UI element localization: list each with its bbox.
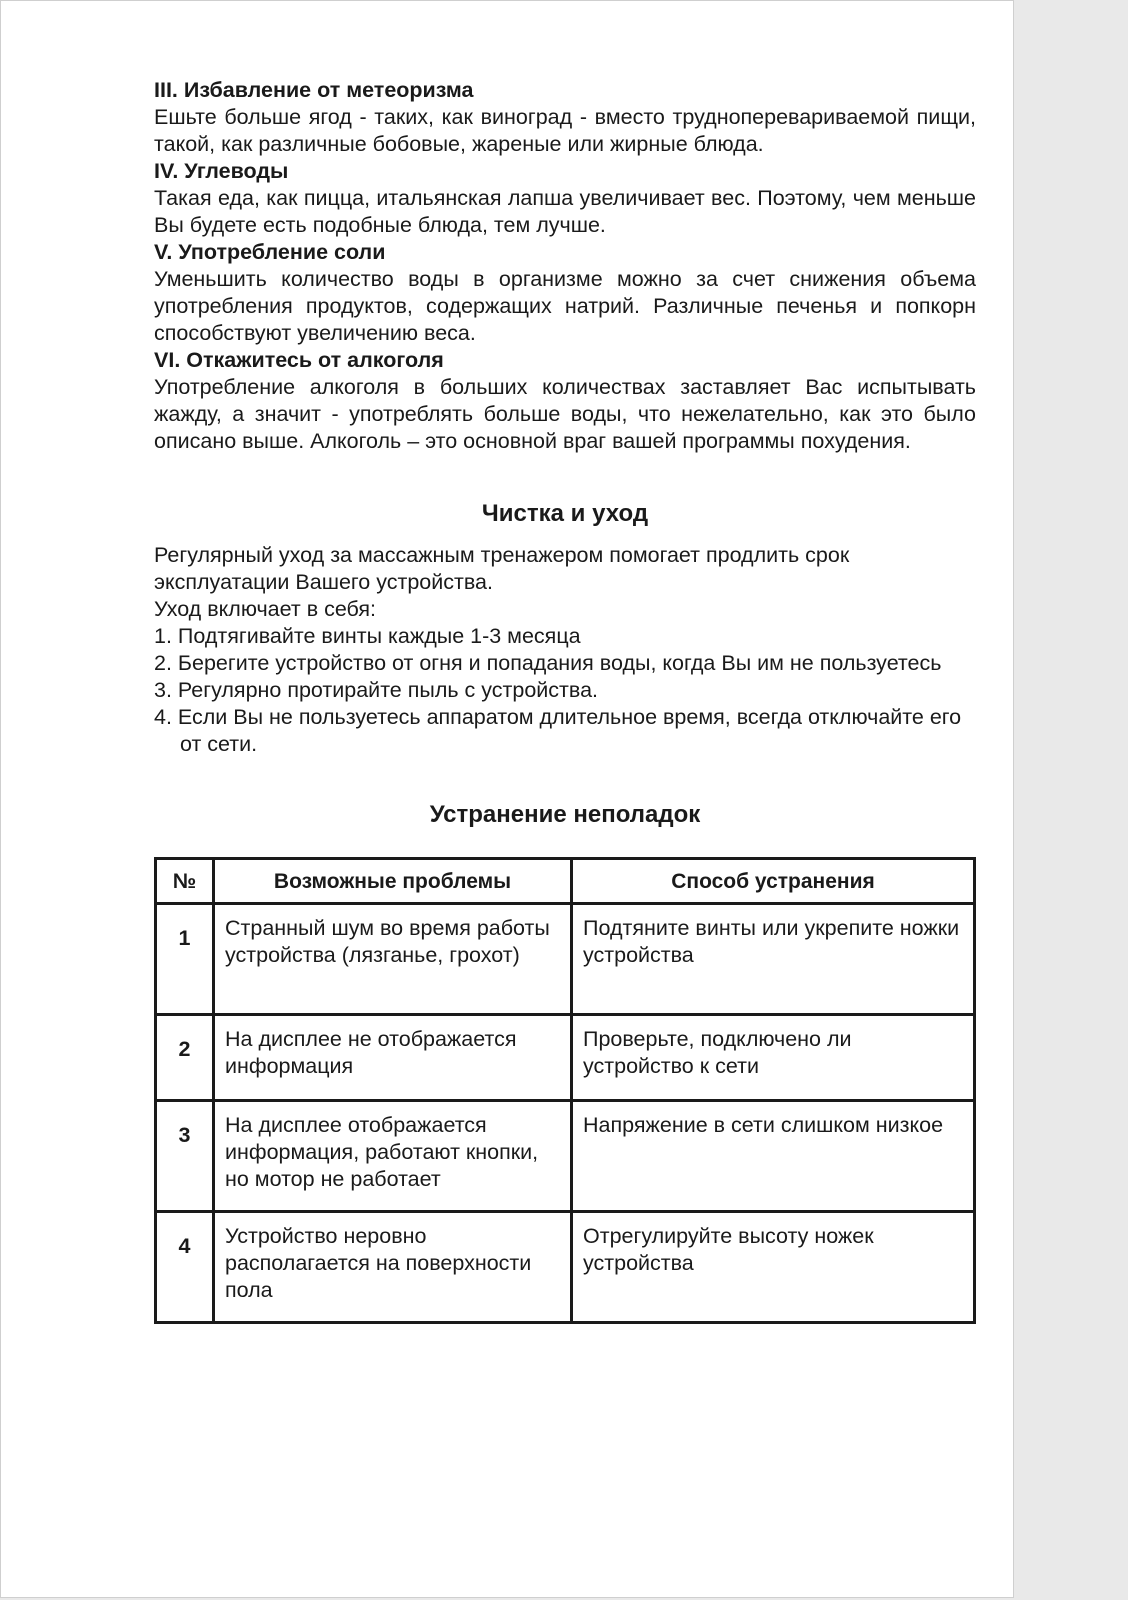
care-list-item: 2. Берегите устройство от огня и попадания воды, когда Вы им не пользуетесь: [154, 651, 942, 675]
table-row: [156, 1212, 975, 1323]
section-heading-carbs: IV. Углеводы: [154, 159, 289, 183]
care-list: [154, 623, 976, 758]
care-list-item: 1. Подтягивайте винты каждые 1-3 месяца: [154, 624, 581, 648]
header-num: №: [156, 859, 214, 904]
table-row: [156, 1015, 975, 1101]
row-solution: Напряжение в сети слишком низкое: [572, 1101, 975, 1212]
section-text-alcohol: Употребление алкоголя в больших количествах заставляет Вас испытывать жажду, а значит - употреблять больше воды, что нежелательно, как это было описано выше. Алкоголь – это основной враг вашей программы похудения.: [154, 375, 976, 453]
section-text-flatulence: Ешьте больше ягод - таких, как виноград - вместо трудноперевариваемой пищи, такой, как различные бобовые, жареные или жирные блюда.: [154, 105, 976, 156]
header-solution: Способ устранения: [572, 859, 975, 904]
row-problem: На дисплее отображается информация, работают кнопки, но мотор не работает: [214, 1101, 572, 1212]
table-header-row: [156, 859, 975, 904]
diet-section: [154, 77, 976, 455]
care-intro: Регулярный уход за массажным тренажером помогает продлить срок эксплуатации Вашего устройства.: [154, 543, 850, 594]
row-solution: Отрегулируйте высоту ножек устройства: [572, 1212, 975, 1323]
section-text-carbs: Такая еда, как пицца, итальянская лапша увеличивает вес. Поэтому, чем меньше Вы будете есть подобные блюда, тем лучше.: [154, 186, 976, 237]
table-row: [156, 904, 975, 1015]
row-num: 3: [156, 1101, 214, 1212]
row-solution: Подтяните винты или укрепите ножки устройства: [572, 904, 975, 1015]
row-problem: Странный шум во время работы устройства (лязганье, грохот): [214, 904, 572, 1015]
row-num: 1: [156, 904, 214, 1015]
row-problem: Устройство неровно располагается на поверхности пола: [214, 1212, 572, 1323]
page-content: [154, 77, 976, 1324]
section-heading-flatulence: III. Избавление от метеоризма: [154, 78, 474, 102]
header-problem: Возможные проблемы: [214, 859, 572, 904]
care-list-item: 3. Регулярно протирайте пыль с устройства.: [154, 678, 599, 702]
table-row: [156, 1101, 975, 1212]
troubleshooting-table: [154, 857, 976, 1324]
care-title: Чистка и уход: [481, 500, 649, 527]
section-text-salt: Уменьшить количество воды в организме можно за счет снижения объема употребления продуктов, содержащих натрий. Различные печенья и попкорн способствуют увеличению веса.: [154, 267, 976, 345]
section-heading-alcohol: VI. Откажитесь от алкоголя: [154, 348, 444, 372]
row-num: 2: [156, 1015, 214, 1101]
row-solution: Проверьте, подключено ли устройство к сети: [572, 1015, 975, 1101]
troubleshooting-title: Устранение неполадок: [429, 801, 701, 828]
care-list-intro: Уход включает в себя:: [154, 597, 377, 621]
care-section: [154, 542, 976, 758]
row-problem: На дисплее не отображается информация: [214, 1015, 572, 1101]
section-heading-salt: V. Употребление соли: [154, 240, 386, 264]
row-num: 4: [156, 1212, 214, 1323]
care-list-item: 4. Если Вы не пользуетесь аппаратом длительное время, всегда отключайте его от сети.: [154, 705, 962, 756]
